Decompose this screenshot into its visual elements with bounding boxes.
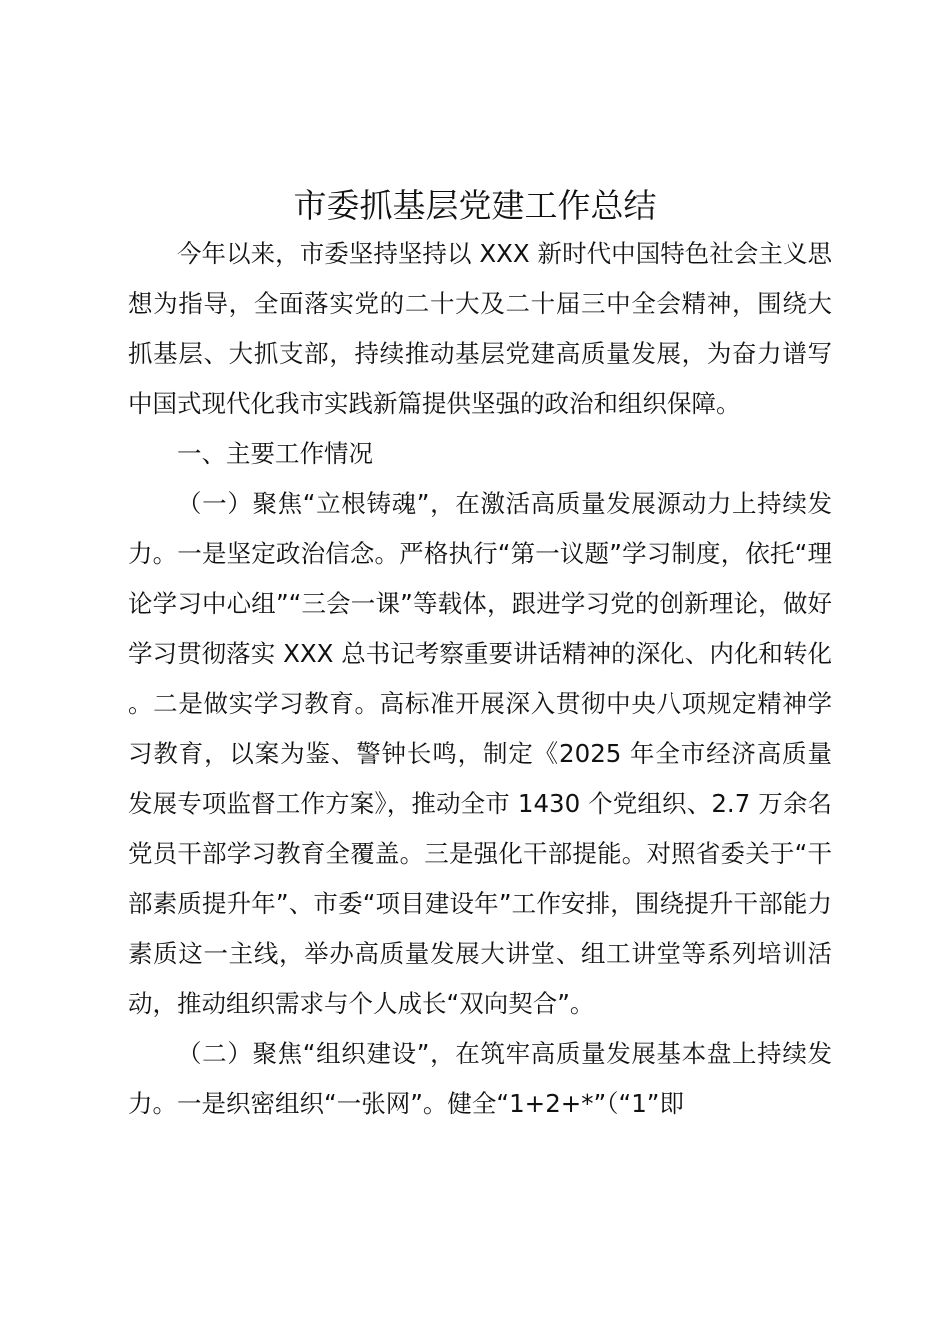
section-1-paragraph: （一）聚焦“立根铸魂”，在激活高质量发展源动力上持续发力。一是坚定政治信念。严格执行“第一议题”学习制度，依托“理论学习中心组”“三会一课”等载体，跟进学习党的创新理论，做好学习贯彻落实 XXX 总书记考察重要讲话精神的深化、内化和转化。二是做实学习教育。高标准开展深入贯彻中央八项规定精神学习教育，以案为鉴、警钟长鸣，制定《2025 年全市经济高质量发展专项监督工作方案》，推动全市 1430 个党组织、2.7 万余名党员干部学习教育全覆盖。三是强化干部提能。对照省委关于“干部素质提升年”、市委“项目建设年”工作安排，围绕提升干部能力素质这一主线，举办高质量发展大讲堂、组工讲堂等系列培训活动，推动组织需求与个人成长“双向契合”。 — [128, 489, 832, 1018]
section-2-paragraph: （二）聚焦“组织建设”，在筑牢高质量发展基本盘上持续发力。一是织密组织“一张网”。健全“1+2+*”（“1”即 — [128, 1039, 832, 1118]
intro-paragraph: 今年以来，市委坚持坚持以 XXX 新时代中国特色社会主义思想为指导，全面落实党的二十大及二十届三中全会精神，围绕大抓基层、大抓支部，持续推动基层党建高质量发展，为奋力谱写中国式现代化我市实践新篇提供坚强的政治和组织保障。 — [128, 239, 832, 418]
section-heading: 一、主要工作情况 — [177, 439, 373, 468]
document-title: 市委抓基层党建工作总结 — [293, 186, 657, 225]
document-body — [128, 229, 832, 1129]
